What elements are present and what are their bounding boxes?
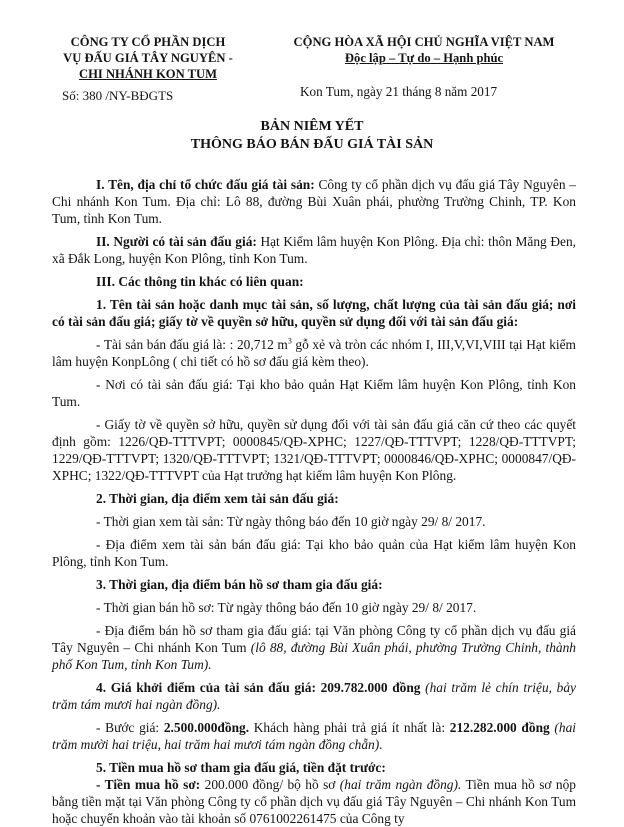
subsection-1-heading: 1. Tên tài sản hoặc danh mục tài sản, số lượng, chất lượng của tài sản đấu giá; nơi có tài sản đấu giá; giấy tờ về quyền sở hữu, quyền sử dụng đối với tài sản đấu giá: bbox=[52, 297, 576, 329]
nation-name: CỘNG HÒA XÃ HỘI CHỦ NGHĨA VIỆT NAM bbox=[293, 35, 555, 49]
dossier-sale-location: - Địa điểm bán hồ sơ tham gia đấu giá: tại Văn phòng Công ty cổ phần dịch vụ đấu giá Tây Nguyên – Chi nhánh Kon Tum (lô 88, đường Bùi Xuân phái, phường Trường Chinh, thành phố Kon Tum, tỉnh Kon Tum). bbox=[52, 623, 576, 672]
section-3-label: III. Các thông tin khác có liên quan: bbox=[96, 274, 304, 289]
issuing-organization bbox=[48, 34, 248, 82]
document-title: BẢN NIÊM YẾT bbox=[260, 119, 364, 134]
motto-row bbox=[256, 50, 592, 66]
viewing-location: - Địa điểm xem tài sản bán đấu giá: Tại kho bảo quản của Hạt kiểm lâm huyện Kon Plông, tỉnh Kon Tum. bbox=[52, 537, 576, 569]
dossier-sale-time: - Thời gian bán hồ sơ: Từ ngày thông báo đến 10 giờ ngày 29/ 8/ 2017. bbox=[96, 600, 477, 615]
section-2-label: II. Người có tài sản đấu giá: bbox=[96, 234, 257, 249]
starting-price: 4. Giá khởi điểm của tài sản đấu giá: 209.782.000 đồng (hai trăm lẻ chín triệu, bảy trăm tám mươi hai ngàn đồng). bbox=[52, 680, 576, 712]
dossier-fee: - Tiền mua hồ sơ: 200.000 đồng/ bộ hồ sơ (hai trăm ngàn đồng). Tiền mua hồ sơ nộp bằng tiền mặt tại Văn phòng Công ty cổ phần dịch vụ đấu giá Tây Nguyên – Chi nhánh Kon Tum hoặc chuyển khoản vào tài khoản số 0761002261475 của Công ty bbox=[52, 777, 577, 826]
asset-location: - Nơi có tài sản đấu giá: Tại kho bảo quản Hạt Kiểm lâm huyện Kon Plông, tỉnh Kon Tum. bbox=[52, 377, 576, 409]
ownership-documents: - Giấy tờ về quyền sở hữu, quyền sử dụng đối với tài sản đấu giá căn cứ theo các quyết định gồm: 1226/QĐ-TTTVPT; 0000845/QĐ-XPHC; 1227/QĐ-TTTVPT; 1228/QĐ-TTTVPT; 1229/QĐ-TTTVPT; 1320/QĐ-TTTVPT; 1321/QĐ-TTTVPT; 0000846/QĐ-XPHC; 0000847/QĐ-XPHC; 1322/QĐ-TTTVPT của Hạt trưởng hạt kiểm lâm huyện Kon Plông. bbox=[52, 417, 576, 483]
document-subtitle: THÔNG BÁO BÁN ĐẤU GIÁ TÀI SẢN bbox=[190, 137, 434, 152]
national-motto: Độc lập – Tự do – Hạnh phúc bbox=[344, 51, 504, 65]
document-body bbox=[52, 176, 576, 827]
subsection-3-heading: 3. Thời gian, địa điểm bán hồ sơ tham gia đấu giá: bbox=[96, 577, 383, 592]
section-1-label: I. Tên, địa chỉ tổ chức đấu giá tài sản: bbox=[96, 177, 315, 192]
national-header bbox=[256, 34, 592, 66]
subsection-5-heading: 5. Tiền mua hồ sơ tham gia đấu giá, tiền đặt trước: bbox=[96, 760, 386, 775]
asset-description: - Tài sản bán đấu giá là: : 20,712 $m^3$ gỗ xẻ và tròn các nhóm I, III,V,VI,VIII tại Hạt kiểm lâm huyện KonpLông ( chi tiết có hồ sơ đấu giá kèm theo). bbox=[52, 336, 576, 369]
document-number: Số: 380 /NY-BĐGTS bbox=[62, 88, 174, 103]
section-2-text: Hạt Kiểm lâm huyện Kon Plông. Địa chỉ: thôn Măng Đen, xã Đắk Long, huyện Kon Plông, tỉnh Kon Tum. bbox=[52, 234, 576, 266]
org-name-line-3: CHI NHÁNH KON TUM bbox=[79, 67, 217, 81]
section-1-text: Công ty cổ phần dịch vụ đấu giá Tây Nguyên – Chi nhánh Kon Tum. Địa chỉ: Lô 88, đường Bùi Xuân phái, phường Trường Chinh, TP. Kon Tum, tỉnh Kon Tum. bbox=[52, 177, 576, 226]
bid-step: - Bước giá: 2.500.000đồng. Khách hàng phải trả giá ít nhất là: 212.282.000 đồng (hai trăm mười hai triệu, hai trăm hai mươi tám ngàn đồng chẵn). bbox=[52, 720, 577, 752]
cubic-superscript: 3 bbox=[287, 336, 292, 346]
date-place: Kon Tum, ngày 21 tháng 8 năm 2017 bbox=[300, 84, 498, 99]
viewing-time: - Thời gian xem tài sản: Từ ngày thông báo đến 10 giờ ngày 29/ 8/ 2017. bbox=[96, 514, 486, 529]
section-1 bbox=[52, 176, 576, 227]
subsection-2-heading: 2. Thời gian, địa điểm xem tài sản đấu giá: bbox=[96, 491, 339, 506]
org-name-line-2: VỤ ĐẤU GIÁ TÂY NGUYÊN - bbox=[63, 51, 233, 65]
org-name-line-1: CÔNG TY CỔ PHẦN DỊCH bbox=[70, 35, 226, 49]
section-2 bbox=[52, 233, 576, 267]
